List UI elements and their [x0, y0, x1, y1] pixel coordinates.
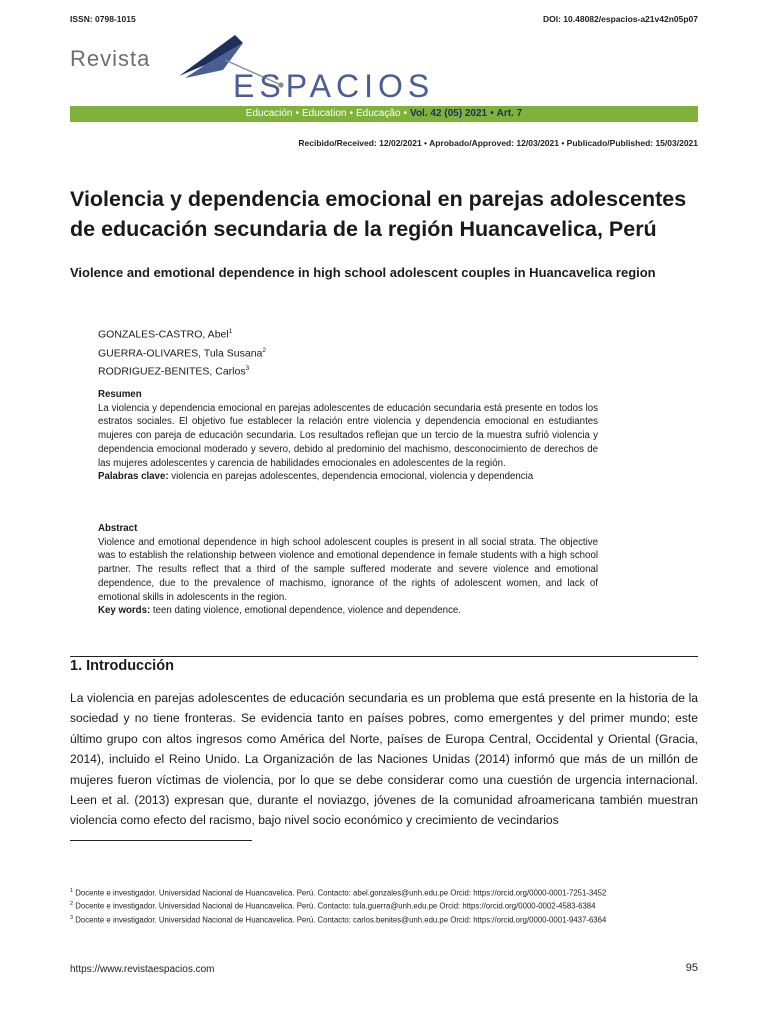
journal-band	[70, 106, 698, 122]
issn-label: ISSN: 0798-1015	[70, 14, 136, 24]
abstract-section	[98, 522, 598, 618]
author-1: GONZALES-CASTRO, Abel$^1$	[98, 328, 233, 341]
author-list	[98, 324, 266, 380]
band-volume: Vol. 42 (05) 2021	[410, 108, 488, 119]
abstract-text: Violence and emotional dependence in high school adolescent couples is present in all social strata. The objective was to establish the relationship between violence and emotional dependence in female students with a high school partner. The results reflect that a third of the sample suffered moderate and severe violence and emotional dependence, due to the prevalence of machismo, ignorance of the rights of adolescent women, and lack of emotional skills in adolescents in the region.	[98, 536, 598, 603]
logo-espacios-text: ESPACIOS	[233, 68, 435, 104]
band-article: Art. 7	[496, 108, 523, 119]
band-lang-pt: Educação	[356, 108, 401, 119]
resumen-text: La violencia y dependencia emocional en parejas adolescentes de educación secundaria está presente en todos los estratos sociales. El objetivo fue establecer la relación entre violencia y dependencia emocional en estudiantes mujeres con pareja de educación secundaria. Los resultados reflejan que un tercio de la muestra sufrió violencia y dependencia emocional moderado y severo, debido al predominio del machismo, desconocimiento de derechos de las mujeres adolescentes y carencia de habilidades emocionales en adolescentes de la región.	[98, 402, 598, 469]
intro-paragraph: La violencia en parejas adolescentes de educación secundaria es un problema que está presente en la historia de la sociedad y no tiene fronteras. Se evidencia tanto en países pobres, como emergentes y del primer mundo; este último grupo con altos ingresos como América del Norte, países de Europa Central, Occidental y Oriental (Gracia, 2014), incluido el Reino Unido. La Organización de las Naciones Unidas (2014) informó que más de un millón de mujeres fueron víctimas de violencia, por lo que se debe considerar como una cuestión de urgencia internacional. Leen et al. (2013) expresan que, durante el noviazgo, jóvenes de la comunidad afroamericana también muestran violencia como efecto del racismo, bajo nivel socio económico y crecimiento de vecindarios	[70, 691, 698, 828]
intro-heading: 1. Introducción	[70, 658, 174, 674]
band-lang-es: Educación	[245, 108, 293, 119]
band-lang-en: Education	[302, 108, 347, 119]
submission-dates: Recibido/Received: 12/02/2021 • Aprobado/Approved: 12/03/2021 • Publicado/Published: 15/03/2021	[298, 138, 698, 148]
footer-url: https://www.revistaespacios.com	[70, 964, 215, 975]
abstract-keywords: Key words: teen dating violence, emotional dependence, violence and dependence.	[98, 605, 461, 617]
resumen-section	[98, 388, 598, 484]
journal-logo	[70, 32, 450, 104]
footnote-1: $^1$ Docente e investigador. Universidad Nacional de Huancavelica. Perú. Contacto: abel.gonzales@unh.edu.pe Orcid: https://orcid.org/0000-0001-7251-3452	[70, 888, 607, 898]
footnote-divider	[70, 840, 252, 841]
logo-revista-text: Revista	[70, 46, 151, 71]
resumen-keywords: Palabras clave: violencia en parejas adolescentes, dependencia emocional, violencia y dependencia	[98, 471, 534, 483]
doi-label: DOI: 10.48082/espacios-a21v42n05p07	[543, 14, 698, 24]
footnotes	[70, 886, 698, 926]
abstract-heading: Abstract	[98, 523, 138, 534]
footnote-3: $^3$ Docente e investigador. Universidad Nacional de Huancavelica. Perú. Contacto: carlos.benites@unh.edu.pe Orcid: https://orcid.org/0000-0001-9437-6364	[70, 914, 607, 925]
page-number: 95	[685, 962, 698, 974]
author-2: GUERRA-OLIVARES, Tula Susana$^2$	[98, 346, 266, 359]
resumen-heading: Resumen	[98, 389, 142, 400]
footnote-2: $^2$ Docente e investigador. Universidad Nacional de Huancavelica. Perú. Contacto: tula.guerra@unh.edu.pe Orcid: https://orcid.org/0000-0002-4583-6384	[70, 901, 596, 911]
title-english: Violence and emotional dependence in high school adolescent couples in Huancavelica region	[70, 265, 656, 280]
section-divider	[70, 656, 698, 657]
title-spanish: Violencia y dependencia emocional en parejas adolescentes de educación secundaria de la región Huancavelica, Perú	[70, 187, 687, 241]
band-text: Educación • Education • Educação • Vol. 42 (05) 2021 • Art. 7	[245, 108, 523, 119]
author-3: RODRIGUEZ-BENITES, Carlos$^3$	[98, 365, 250, 378]
